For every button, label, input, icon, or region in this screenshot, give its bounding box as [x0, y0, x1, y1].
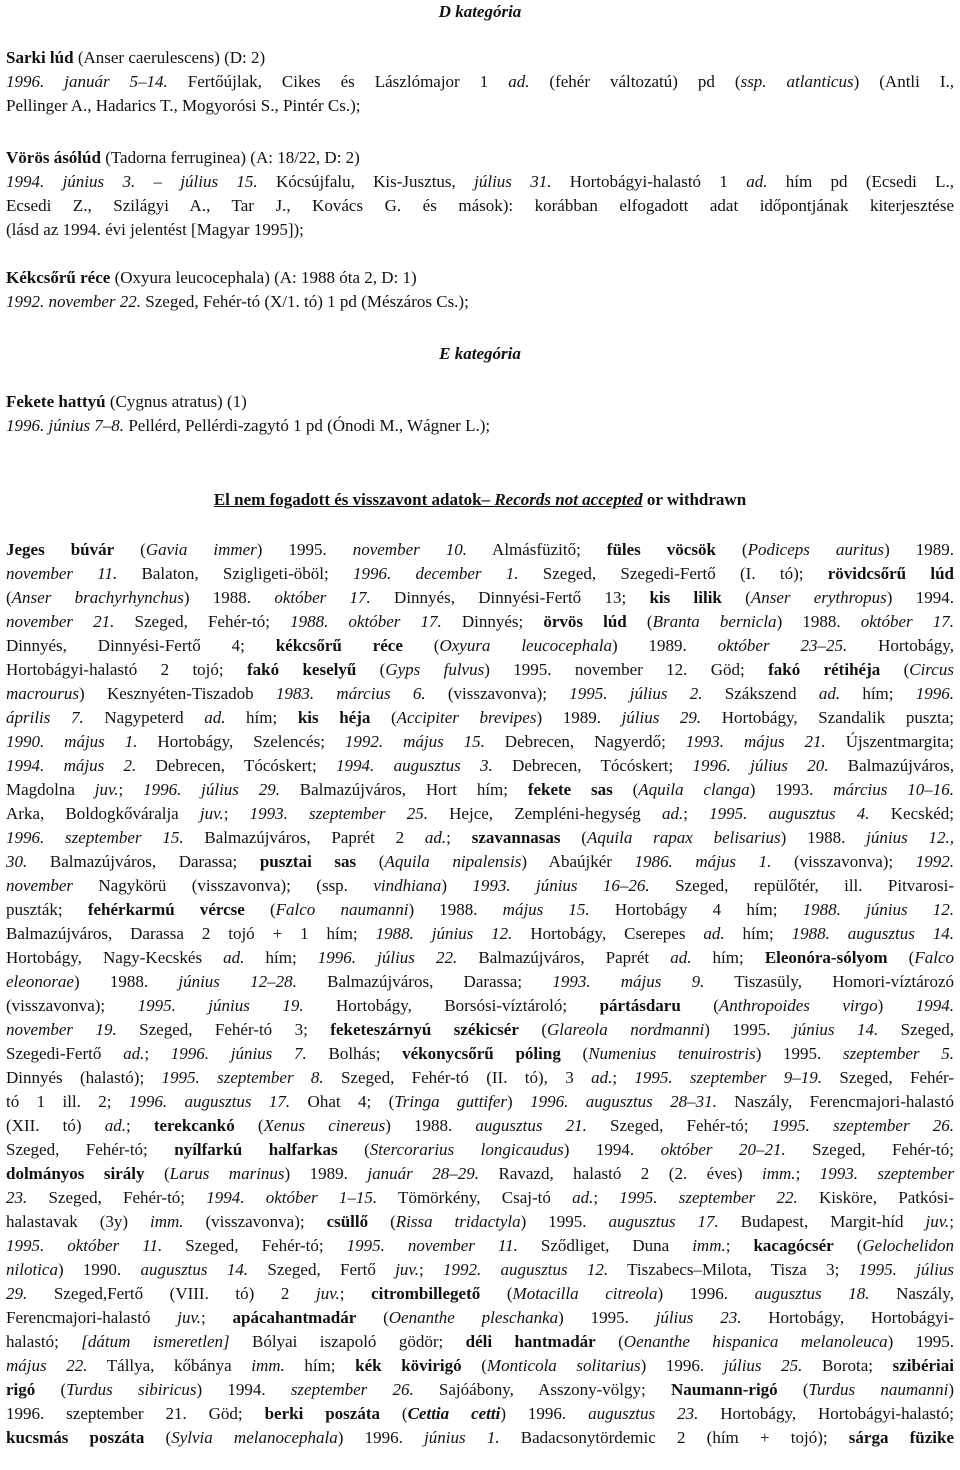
- rejected-text-line: Dinnyés (halastó); 1995. szeptember 8. Szeged, Fehér-tó (II. tó), 3 ad.; 1995. szeptember 9–19. Szeged, Fehér-: [6, 1068, 955, 1087]
- rejected-text-line: Hortobágyi-halastó 2 tojó; fakó keselyű (Gyps fulvus) 1995. november 12. Göd; fakó rétihéja (Circus: [6, 660, 954, 679]
- section-heading-rejected: El nem fogadott és visszavont adatok– Records not accepted or withdrawn: [213, 490, 747, 509]
- rejected-text-line: nilotica) 1990. augusztus 14. Szeged, Fertő juv.; 1992. augusztus 12. Tiszabecs–Milota, Tisza 3; 1995. július: [6, 1260, 954, 1279]
- species-sci: (Tadorna ferruginea) (A: 18/22, D: 2): [100, 148, 360, 167]
- rejected-text-line: Szeged, Fehér-tó; nyílfarkú halfarkas (Stercorarius longicaudus) 1994. október 20–21. Szeged, Fehér-tó;: [6, 1140, 954, 1159]
- fekete-hattyu-record: 1996. június 7–8. Pellérd, Pellérdi-zagytó 1 pd (Ónodi M., Wágner L.);: [6, 416, 491, 435]
- rejected-text-line: (visszavonva); 1995. június 19. Hortobágy, Borsósi-víztároló; pártásdaru (Anthropoides virgo) 1994.: [6, 996, 954, 1015]
- category-d-heading: D kategória: [438, 2, 522, 21]
- rejected-text-line: Ferencmajori-halastó juv.; apácahantmadár (Oenanthe pleschanka) 1995. július 23. Hortobágy, Hortobágyi-: [6, 1308, 954, 1327]
- rejected-text-line: november Nagykörü (visszavonva); (ssp. vindhiana) 1993. június 16–26. Szeged, repülőtér, ill. Pitvarosi-: [6, 876, 955, 895]
- rejected-text-line: Szegedi-Fertő ad.; 1996. június 7. Bolhás; vékonycsőrű póling (Numenius tenuirostris) 1995. szeptember 5.: [6, 1044, 954, 1063]
- rejected-text-line: 1996. szeptember 15. Balmazújváros, Paprét 2 ad.; szavannasas (Aquila rapax belisarius) 1988. június 12.,: [6, 828, 955, 847]
- rejected-text-line: (Anser brachyrhynchus) 1988. október 17. Dinnyés, Dinnyési-Fertő 13; kis lilik (Anser erythropus) 1994.: [6, 588, 954, 607]
- rejected-text-line: Jeges búvár (Gavia immer) 1995. november 10. Almásfüzitő; füles vöcsök (Podiceps auritus) 1989.: [6, 540, 954, 559]
- sarki-lud-record-line1: 1996. január 5–14. Fertőújlak, Cikes és Lászlómajor 1 ad. (fehér változatú) pd (ssp. atlanticus) (Antli I.,: [6, 72, 955, 91]
- sarki-lud-header: [6, 46, 265, 70]
- rejected-text-line: halastavak (3y) imm. (visszavonva); csüllő (Rissa tridactyla) 1995. augusztus 17. Budapest, Margit-híd juv.;: [6, 1212, 954, 1231]
- rejected-text-line: Arka, Boldogkőváralja juv.; 1993. szeptember 25. Hejce, Zempléni-hegység ad.; 1995. augusztus 4. Kecskéd;: [6, 804, 955, 823]
- rejected-text-line: (XII. tó) ad.; terekcankó (Xenus cinereus) 1988. augusztus 21. Szeged, Fehér-tó; 1995. szeptember 26.: [6, 1116, 954, 1135]
- rejected-text-line: november 19. Szeged, Fehér-tó 3; feketeszárnyú székicsér (Glareola nordmanni) 1995. június 14. Szeged,: [6, 1020, 954, 1039]
- rejected-text-line: 23. Szeged, Fehér-tó; 1994. október 1–15. Tömörkény, Csaj-tó ad.; 1995. szeptember 22. Kisköre, Patkósi-: [6, 1188, 954, 1207]
- species-name: Vörös ásólúd: [6, 148, 101, 167]
- kekcsoru-rece-header: [6, 266, 417, 290]
- rejected-text-line: 1995. október 11. Szeged, Fehér-tó; 1995. november 11. Sződliget, Duna imm.; kacagócsér (Gelochelidon: [6, 1236, 954, 1255]
- species-name: Sarki lúd: [6, 48, 74, 67]
- species-sci: (Oxyura leucocephala) (A: 1988 óta 2, D: 1): [110, 268, 417, 287]
- rejected-text-line: 1994. május 2. Debrecen, Tócóskert; 1994. augusztus 3. Debrecen, Tócóskert; 1996. július 20. Balmazújváros,: [6, 756, 955, 775]
- rejected-text-line: rigó (Turdus sibiricus) 1994. szeptember 26. Sajóábony, Asszony-völgy; Naumann-rigó (Turdus naumanni): [6, 1380, 955, 1399]
- rejected-text-line: 29. Szeged,Fertő (VIII. tó) 2 juv.; citrombillegető (Motacilla citreola) 1996. augusztus 18. Naszály,: [6, 1284, 954, 1303]
- voros-asolud-record-line2: Ecsedi Z., Szilágyi A., Tar J., Kovács G. és mások): korábban elfogadott adat időpontjának kiterjesztése: [6, 196, 954, 215]
- rejected-text-line: puszták; fehérkarmú vércse (Falco naumanni) 1988. május 15. Hortobágy 4 hím; 1988. június 12.: [6, 900, 955, 919]
- rejected-text-line: november 21. Szeged, Fehér-tó; 1988. október 17. Dinnyés; örvös lúd (Branta bernicla) 1988. október 17.: [6, 612, 954, 631]
- sarki-lud-record-line2: Pellinger A., Hadarics T., Mogyorósi S., Pintér Cs.);: [6, 96, 361, 115]
- rejected-text-line: dolmányos sirály (Larus marinus) 1989. január 28–29. Ravazd, halastó 2 (2. éves) imm.; 1993. szeptember: [6, 1164, 954, 1183]
- fekete-hattyu-header: [6, 390, 247, 414]
- rejected-text-line: április 7. Nagypeterd ad. hím; kis héja (Accipiter brevipes) 1989. július 29. Hortobágy, Szandalik puszta;: [6, 708, 954, 727]
- rejected-text-line: Magdolna juv.; 1996. július 29. Balmazújváros, Hort hím; fekete sas (Aquila clanga) 1993. március 10–16.: [6, 780, 954, 799]
- rejected-text-line: Hortobágy, Nagy-Kecskés ad. hím; 1996. július 22. Balmazújváros, Paprét ad. hím; Eleonóra-sólyom (Falco: [6, 948, 955, 967]
- species-name: Fekete hattyú: [6, 392, 106, 411]
- rejected-text-line: 1990. május 1. Hortobágy, Szelencés; 1992. május 15. Debrecen, Nagyerdő; 1993. május 21. Újszentmargita;: [6, 732, 954, 751]
- rejected-text-line: eleonorae) 1988. június 12–28. Balmazújváros, Darassa; 1993. május 9. Tiszasüly, Homori-víztározó: [6, 972, 955, 991]
- rejected-text-line: Balmazújváros, Darassa 2 tojó + 1 hím; 1988. június 12. Hortobágy, Cserepes ad. hím; 1988. augusztus 14.: [6, 924, 954, 943]
- rejected-text-line: 1996. szeptember 21. Göd; berki poszáta (Cettia cetti) 1996. augusztus 23. Hortobágy, Hortobágyi-halastó;: [6, 1404, 954, 1423]
- rejected-text-line: macrourus) Kesznyéten-Tiszadob 1983. március 6. (visszavonva); 1995. július 2. Szákszend ad. hím; 1996.: [6, 684, 954, 703]
- kekcsoru-rece-record: 1992. november 22. Szeged, Fehér-tó (X/1. tó) 1 pd (Mészáros Cs.);: [6, 292, 469, 311]
- species-sci: (Cygnus atratus) (1): [105, 392, 247, 411]
- voros-asolud-record-line3: (lásd az 1994. évi jelentést [Magyar 1995]);: [6, 220, 304, 239]
- rejected-text-line: kucsmás poszáta (Sylvia melanocephala) 1996. június 1. Badacsonytördemic 2 (hím + tojó); sárga füzike: [6, 1428, 955, 1447]
- voros-asolud-record-line1: 1994. június 3. – július 15. Kócsújfalu, Kis-Jusztus, július 31. Hortobágyi-halastó 1 ad. hím pd (Ecsedi L.,: [6, 172, 955, 191]
- rejected-text-line: május 22. Tállya, kőbánya imm. hím; kék kövirigó (Monticola solitarius) 1996. július 25. Borota; szibériai: [6, 1356, 954, 1375]
- rejected-text-line: tó 1 ill. 2; 1996. augusztus 17. Ohat 4; (Tringa guttifer) 1996. augusztus 28–31. Naszály, Ferencmajori-halastó: [6, 1092, 955, 1111]
- voros-asolud-header: [6, 146, 360, 170]
- species-sci: (Anser caerulescens) (D: 2): [77, 48, 266, 67]
- rejected-text-line: 30. Balmazújváros, Darassa; pusztai sas (Aquila nipalensis) Abaújkér 1986. május 1. (visszavonva); 1992.: [6, 852, 954, 871]
- species-name: Kékcsőrű réce: [6, 268, 111, 287]
- rejected-text-line: november 11. Balaton, Szigligeti-öböl; 1996. december 1. Szeged, Szegedi-Fertő (I. tó); rövidcsőrű lúd: [6, 564, 954, 583]
- category-e-heading: E kategória: [439, 344, 521, 363]
- rejected-text-line: Dinnyés, Dinnyési-Fertő 4; kékcsőrű réce (Oxyura leucocephala) 1989. október 23–25. Hortobágy,: [6, 636, 954, 655]
- rejected-text-line: halastó; [dátum ismeretlen] Bólyai iszapoló gödör; déli hantmadár (Oenanthe hispanica melanoleuca) 1995.: [6, 1332, 954, 1351]
